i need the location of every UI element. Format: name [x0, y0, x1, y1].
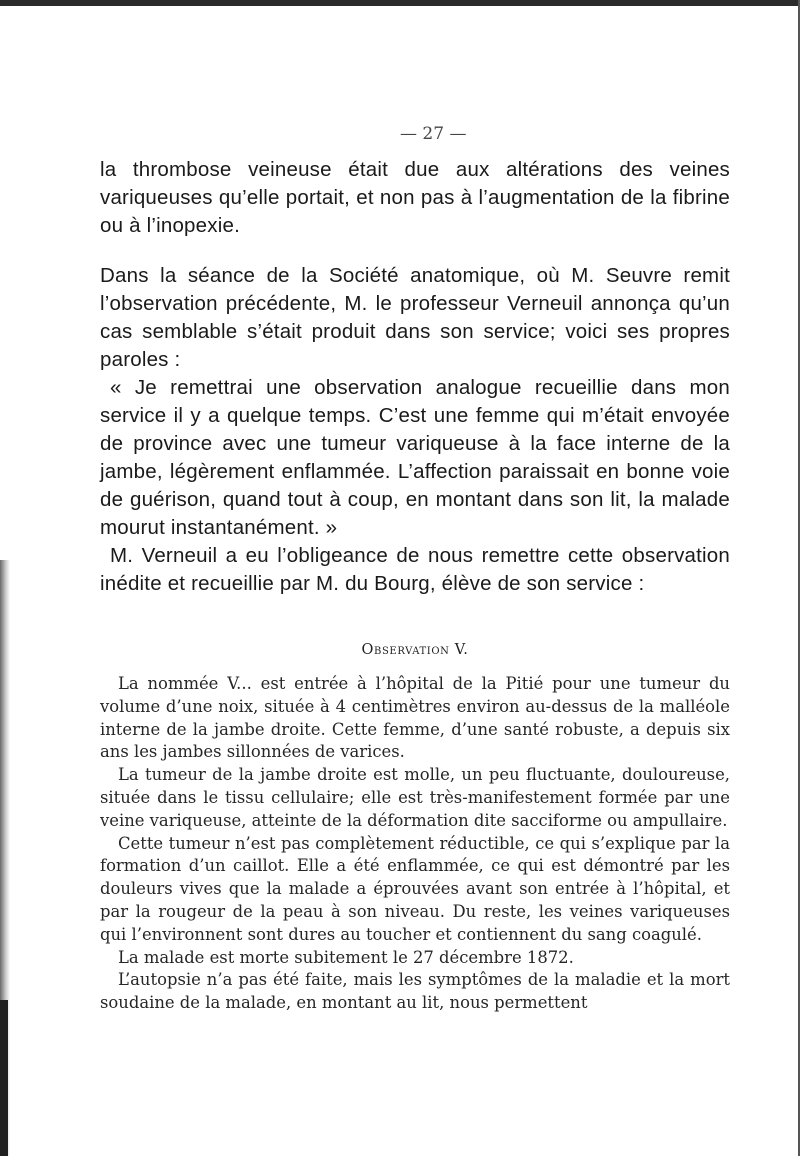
page-number: — 27 — [400, 124, 467, 144]
page-top-edge [0, 0, 800, 6]
observation-heading: Observation V. [361, 642, 469, 658]
observation-paragraph: Cette tumeur n’est pas complètement réductible, ce qui s’explique par la formation d’un caillot. Elle a été enflammée, ce qui est démontré par les douleurs vives que la malade a éprouvées avant son entrée à l’hôpital, et par la rougeur de la peau à son niveau. Du reste, les veines variqueuses qui l’environnent sont dures au toucher et contiennent du sang coagulé. [100, 833, 730, 944]
binding-strip [0, 1000, 8, 1156]
observation-text [100, 673, 730, 1015]
observation-paragraph: La tumeur de la jambe droite est molle, un peu fluctuante, douloureuse, située dans le tissu cellulaire; elle est très-manifestement formée par une veine variqueuse, atteinte de la déformation dite sacciforme ou ampullaire. [100, 765, 730, 830]
observation-paragraph: La nommée V... est entrée à l’hôpital de la Pitié pour une tumeur du volume d’une noix, située à 4 centimètres environ au-dessus de la malléole interne de la jambe droite. Cette femme, d’une santé robuste, a depuis six ans les jambes sillonnées de varices. [100, 674, 730, 762]
observation-paragraph: L’autopsie n’a pas été faite, mais les symptômes de la maladie et la mort soudaine de la malade, en montant au lit, nous permettent [100, 970, 730, 1013]
paragraph-continuation: la thrombose veineuse était due aux altérations des veines variqueuses qu’elle portait, et non pas à l’augmentation de la fibrine ou à l’inopexie. [100, 158, 730, 237]
main-text [100, 156, 730, 598]
observation-paragraph: La malade est morte subitement le 27 décembre 1872. [118, 947, 574, 967]
paragraph-societe-anatomique: Dans la séance de la Société anatomique, où M. Seuvre remit l’observation précédente, M. le professeur Verneuil annonça qu’un cas semblable s’était produit dans son service; voici ses propres paroles : [100, 264, 730, 371]
paragraph-quote-verneuil: « Je remettrai une observation analogue recueillie dans mon service il y a quelque temps. C’est une femme qui m’était envoyée de province avec une tumeur variqueuse à la face interne de la jambe, légèrement enflammée. L’affection paraissait en bonne voie de guérison, quand tout à coup, en montant dans son lit, la malade mourut instantanément. » [100, 376, 730, 539]
paragraph-du-bourg: M. Verneuil a eu l’obligeance de nous remettre cette observation inédite et recueillie par M. du Bourg, élève de son service : [100, 544, 730, 595]
